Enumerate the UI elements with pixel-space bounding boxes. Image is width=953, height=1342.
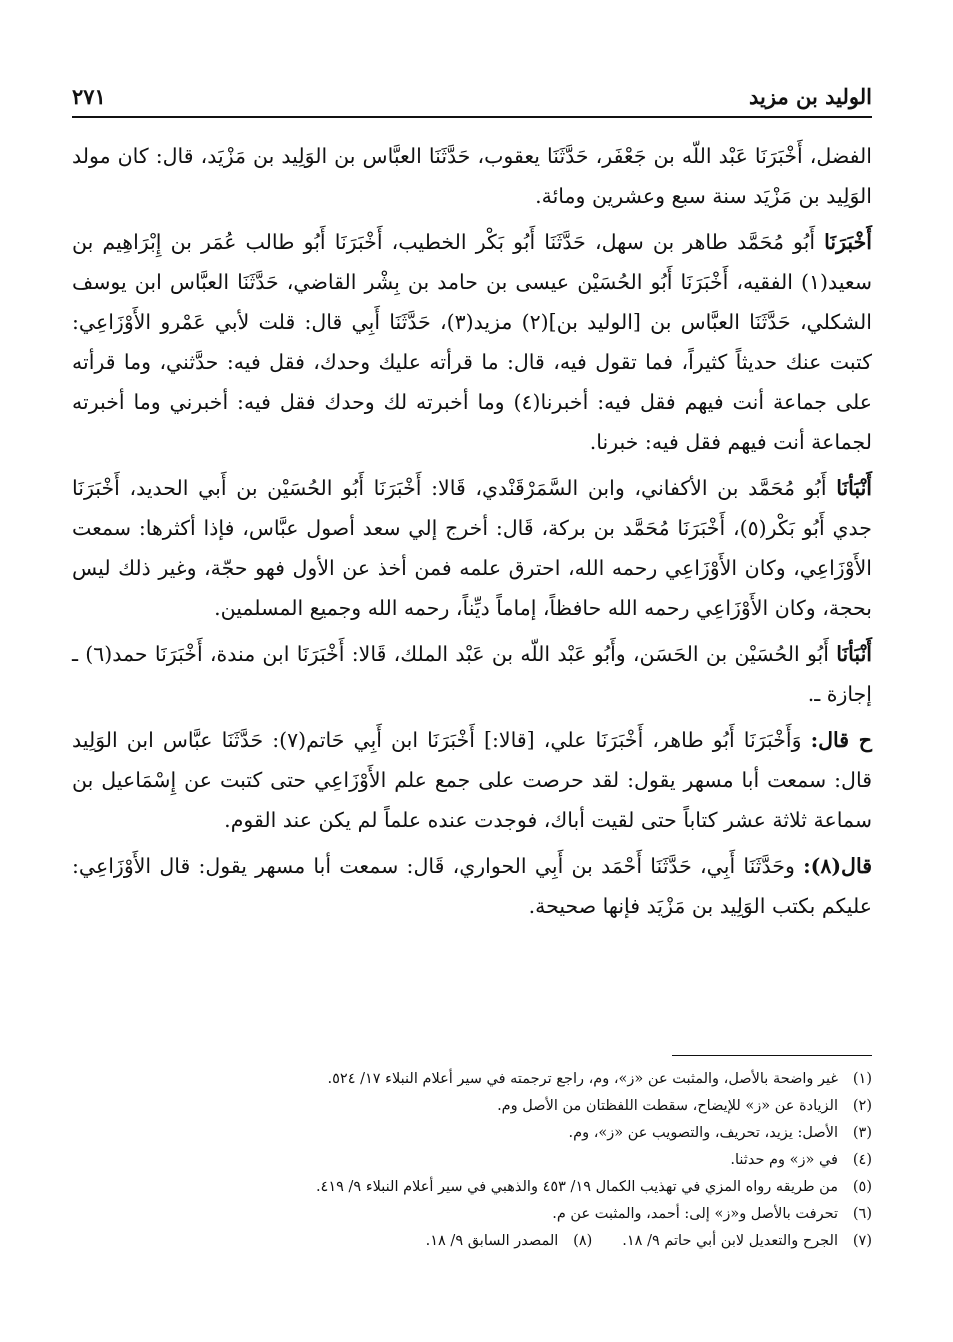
paragraph-2 (72, 222, 872, 462)
page-number: ٢٧١ (72, 84, 106, 109)
paragraph-text: أَبُو مُحَمَّد طاهر بن سهل، حَدَّثَنَا أَبُو بَكْر الخطيب، أَخْبَرَنَا أَبُو طالب عُمَر بن إِبْرَاهِيم بن سعيد(١) الفقيه، أَخْبَرَنَا أَبُو الحُسَيْن عيسى بن حامد بن بِشْر القاضي، حَدَّثَنَا العبَّاس ابن يوسف الشكلي، حَدَّثَنَا العبَّاس بن [الوليد بن](٢) مزيد(٣)، حَدَّثَنَا أَبِي قال: قلت لأبي عَمْرو الأَوْزَاعِي: كتبت عنك حديثاً كثيراً، فما تقول فيه، قال: ما قرأته عليك وحدك، فقل فيه: حدَّثني، وما قرأته على جماعة أنت فيهم فقل فيه: أخبرنا(٤) وما أخبرته لك وحدك فقل فيه: أخبرني وما أخبرته لجماعة أنت فيهم فقل فيه: خبرنا. (72, 230, 872, 454)
paragraph-lead: قال(٨): (803, 854, 872, 878)
footnote-text: من طريقه رواه المزي في تهذيب الكمال ١٩/ ٤٥٣ والذهبي في سير أعلام النبلاء ٩/ ٤١٩. (315, 1179, 838, 1195)
paragraph-4 (72, 634, 872, 714)
footnote-number: (٢) (852, 1098, 872, 1114)
paragraph-text: الفضل، أَخْبَرَنَا عَبْد اللّه بن جَعْفَر، حَدَّثَنَا يعقوب، حَدَّثَنَا العبَّاس بن الوَلِيد بن مَزْيَد، قال: كان مولد الوَلِيد بن مَزْيَد سنة سبع وعشرين ومائة. (72, 144, 872, 208)
running-title: الوليد بن مزيد (749, 84, 872, 109)
body-text (72, 136, 872, 926)
paragraph-5 (72, 720, 872, 840)
paragraph-text: أَبُو مُحَمَّد بن الأكفاني، وابن السَّمَرْقَنْدي، قَالا: أَخْبَرَنَا أَبُو الحُسَيْن بن أَبي الحديد، أَخْبَرَنَا جدي أَبُو بَكْر(٥)، أَخْبَرَنَا مُحَمَّد بن بركة، قَال: أخرج إلي سعد أصول عبَّاس، فإذا أكثرها: سمعت الأَوْزَاعِي، وكان الأَوْزَاعِي رحمه الله، احترق علمه فمن أخذ عن الأول فهو حجّة، وغير ذلك ليس بحجة، وكان الأَوْزَاعِي رحمه الله حافظاً، إماماً ديِّناً، رحمه الله وجميع المسلمين. (72, 476, 872, 620)
footnote-number: (٦) (852, 1206, 872, 1222)
paragraph-text: أَبُو الحُسَيْن بن الحَسَن، وأَبُو عَبْد اللّه بن عَبْد الملك، قَالا: أَخْبَرَنَا ابن مندة، أَخْبَرَنَا حمد(٦) ـ إجازة ـ. (72, 642, 872, 706)
footnote-text: الزيادة عن «ز» للإيضاح، سقطت اللفظتان من الأصل وم. (497, 1098, 838, 1114)
footnote-number: (٤) (852, 1152, 872, 1168)
footnote-7-8 (72, 1228, 872, 1255)
footnote-text: غير واضحة بالأصل، والمثبت عن «ز»، وم، راجع ترجمته في سير أعلام النبلاء ١٧/ ٥٢٤. (327, 1071, 838, 1087)
paragraph-text: وَأَخْبَرَنَا أَبُو طاهر، أَخْبَرَنَا علي، [قالا:] أَخْبَرَنَا ابن أَبِي حَاتم(٧): حَدَّثَنَا عبَّاس ابن الوَلِيد قال: سمعت أبا مسهر يقول: لقد حرصت على جمع علم الأَوْزَاعِي حتى كتبت عن إِسْمَاعيل بن سماعة ثلاثة عشر كتاباً حتى لقيت أباك، فوجدت عنده علماً لم يكن عند القوم. (72, 728, 872, 832)
paragraph-lead: أَنْبَأنَا (836, 476, 872, 500)
footnote-text: الجرح والتعديل لابن أبي حاتم ٩/ ١٨. (622, 1233, 838, 1249)
footnote-2 (72, 1093, 872, 1120)
footnotes (72, 1055, 872, 1255)
footnote-1 (72, 1066, 872, 1093)
footnote-3 (72, 1120, 872, 1147)
footnote-text: تحرفت بالأصل و«ز» إلى: أحمد، والمثبت عن م. (552, 1206, 838, 1222)
footnote-text: المصدر السابق ٩/ ١٨. (425, 1233, 559, 1249)
footnote-number: (١) (852, 1071, 872, 1087)
paragraph-3 (72, 468, 872, 628)
paragraph-6 (72, 846, 872, 926)
paragraph-1 (72, 136, 872, 216)
footnote-number: (٨) (573, 1233, 593, 1249)
footnote-rule (672, 1055, 872, 1056)
footnote-text: في «ز» وم حدثنا. (730, 1152, 838, 1168)
footnote-text: الأصل: يزيد، تحريف، والتصويب عن «ز»، وم. (568, 1125, 838, 1141)
footnote-number: (٣) (852, 1125, 872, 1141)
footnote-6 (72, 1201, 872, 1228)
book-page (72, 80, 872, 1310)
footnote-4 (72, 1147, 872, 1174)
running-head (72, 80, 872, 118)
footnote-5 (72, 1174, 872, 1201)
paragraph-lead: أَخْبَرَنَا (824, 230, 872, 254)
paragraph-lead: ح قال: (810, 728, 872, 752)
footnote-number: (٧) (852, 1233, 872, 1249)
footnote-number: (٥) (852, 1179, 872, 1195)
paragraph-text: وحَدَّثَنَا أَبِي، حَدَّثَنَا أَحْمَد بن أَبِي الحواري، قَال: سمعت أبا مسهر يقول: قال الأَوْزَاعِي: عليكم بكتب الوَلِيد بن مَزْيَد فإنها صحيحة. (72, 854, 872, 918)
paragraph-lead: أَنْبَأنَا (836, 642, 872, 666)
